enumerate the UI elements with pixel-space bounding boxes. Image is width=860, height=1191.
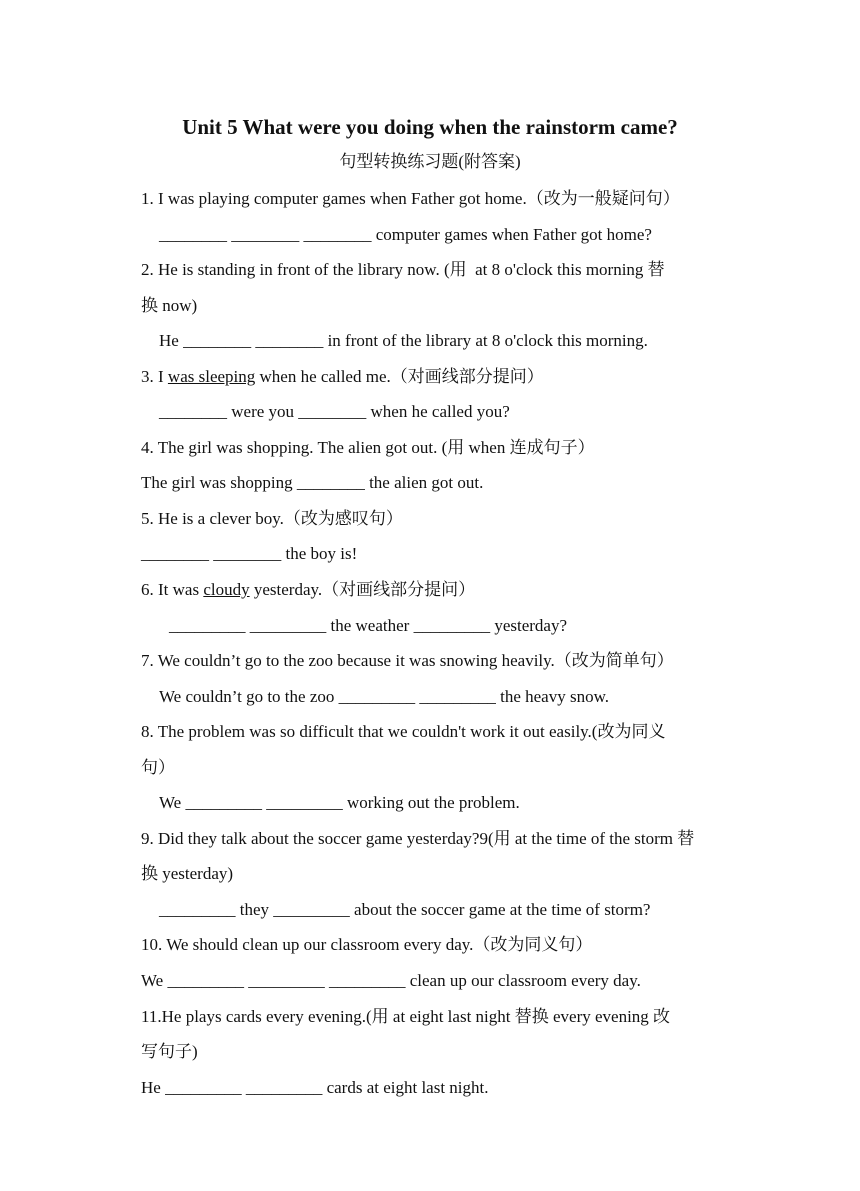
question-line bbox=[141, 932, 721, 968]
answer-line bbox=[141, 470, 721, 506]
line-text: 3. I bbox=[141, 366, 168, 386]
line-text: We couldn’t go to the zoo _________ _________ the heavy snow. bbox=[159, 686, 610, 706]
question-line bbox=[141, 1004, 721, 1040]
line-text-after: yesterday.（对画线部分提问） bbox=[249, 580, 476, 600]
document-title: Unit 5 What were you doing when the rainstorm came? bbox=[182, 115, 678, 139]
line-text: He _________ _________ cards at eight last night. bbox=[141, 1077, 489, 1097]
line-text: We _________ _________ _________ clean up our classroom every day. bbox=[141, 971, 641, 991]
answer-line bbox=[141, 897, 721, 933]
line-text: He ________ ________ in front of the library at 8 o'clock this morning. bbox=[159, 331, 648, 351]
line-text: 换 now) bbox=[141, 295, 198, 315]
exercise-list bbox=[141, 186, 721, 1110]
line-text: 11.He plays cards every evening.(用 at eight last night 替换 every evening 改 bbox=[141, 1006, 671, 1026]
question-line bbox=[141, 506, 721, 542]
line-text: The girl was shopping ________ the alien got out. bbox=[141, 473, 484, 493]
answer-line bbox=[141, 684, 721, 720]
question-line bbox=[141, 719, 721, 755]
answer-line bbox=[141, 222, 721, 258]
answer-line bbox=[141, 968, 721, 1004]
underlined-phrase: cloudy bbox=[203, 580, 250, 600]
line-text: 4. The girl was shopping. The alien got out. (用 when 连成句子） bbox=[141, 437, 595, 457]
line-text: _________ they _________ about the soccer game at the time of storm? bbox=[159, 899, 651, 919]
document-subtitle: 句型转换练习题(附答案) bbox=[339, 152, 521, 171]
answer-line bbox=[141, 790, 721, 826]
question-line bbox=[141, 257, 721, 293]
line-text: 句） bbox=[141, 757, 175, 777]
underlined-phrase: was sleeping bbox=[167, 366, 256, 386]
line-text-after: when he called me.（对画线部分提问） bbox=[255, 366, 544, 386]
question-line bbox=[141, 577, 721, 613]
answer-line bbox=[141, 541, 721, 577]
line-text: 10. We should clean up our classroom every day.（改为同义句） bbox=[141, 935, 593, 955]
question-line bbox=[141, 186, 721, 222]
line-text: _________ _________ the weather _________ yesterday? bbox=[169, 615, 567, 635]
line-text: 1. I was playing computer games when Father got home.（改为一般疑问句） bbox=[141, 189, 680, 208]
question-line bbox=[141, 435, 721, 471]
line-text: ________ were you ________ when he called you? bbox=[159, 402, 510, 422]
line-text: 5. He is a clever boy.（改为感叹句） bbox=[141, 508, 403, 528]
question-line bbox=[141, 826, 721, 862]
answer-line bbox=[141, 399, 721, 435]
question-line bbox=[141, 755, 721, 791]
line-text: 2. He is standing in front of the library now. (用 at 8 o'clock this morning 替 bbox=[141, 260, 665, 280]
line-text: 6. It was bbox=[141, 580, 204, 600]
question-line bbox=[141, 364, 721, 400]
line-text: We _________ _________ working out the problem. bbox=[159, 793, 520, 813]
answer-line bbox=[141, 613, 721, 649]
line-text: 写句子) bbox=[141, 1042, 198, 1062]
line-text: 9. Did they talk about the soccer game yesterday?9(用 at the time of the storm 替 bbox=[141, 828, 695, 848]
line-text: 换 yesterday) bbox=[141, 864, 234, 884]
answer-line bbox=[141, 328, 721, 364]
line-text: ________ ________ ________ computer games when Father got home? bbox=[159, 224, 652, 244]
question-line bbox=[141, 861, 721, 897]
line-text: ________ ________ the boy is! bbox=[141, 544, 358, 564]
question-line bbox=[141, 648, 721, 684]
line-text: 7. We couldn’t go to the zoo because it was snowing heavily.（改为简单句） bbox=[141, 651, 674, 671]
answer-line bbox=[141, 1075, 721, 1111]
question-line bbox=[141, 1039, 721, 1075]
line-text: 8. The problem was so difficult that we couldn't work it out easily.(改为同义 bbox=[141, 722, 666, 742]
question-line bbox=[141, 293, 721, 329]
